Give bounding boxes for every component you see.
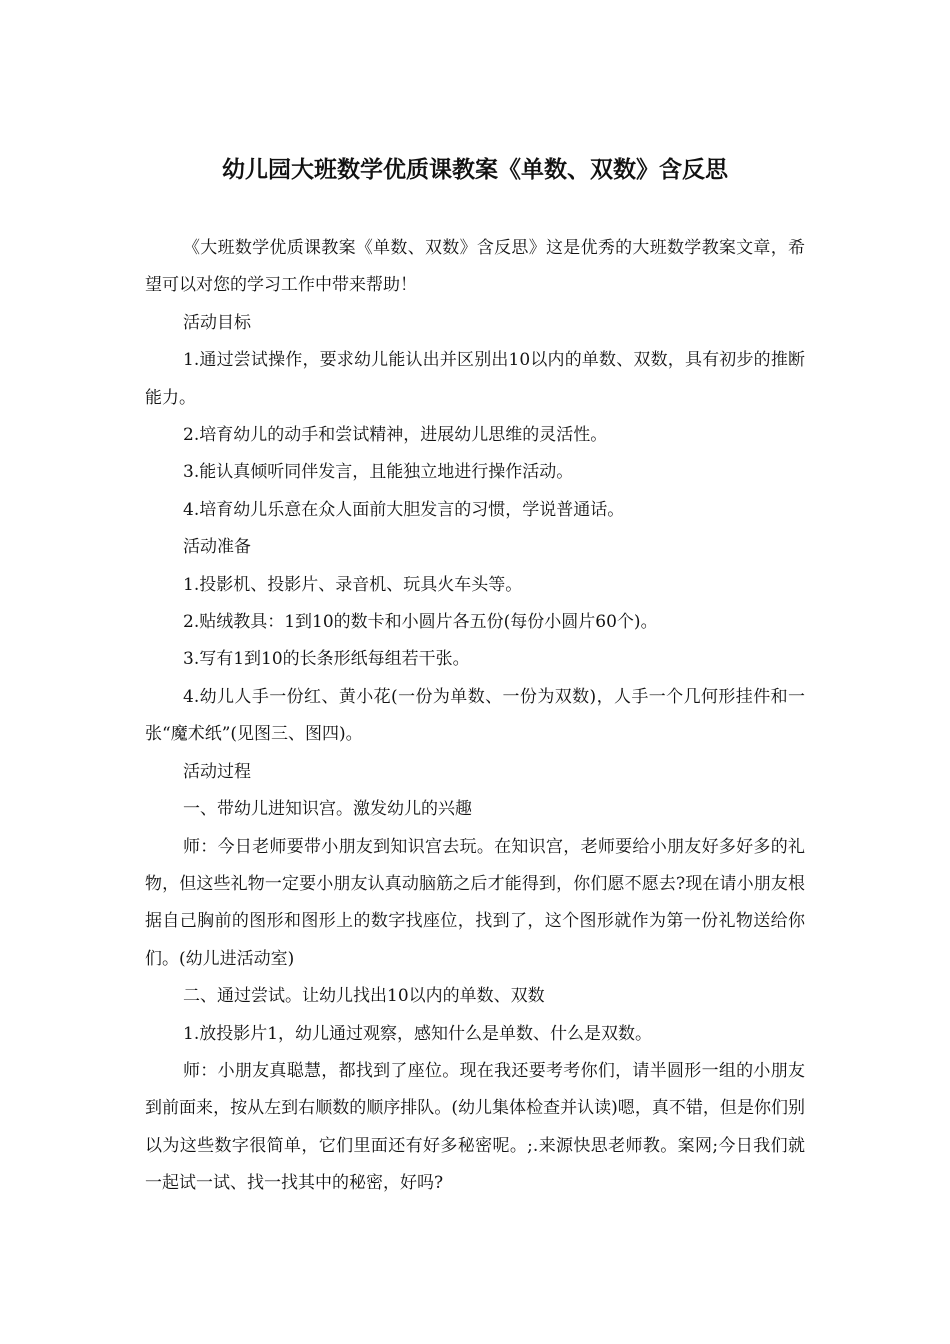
goal-item: 2.培育幼儿的动手和尝试精神，进展幼儿思维的灵活性。 bbox=[183, 425, 608, 446]
process-step-item: 1.放投影片1，幼儿通过观察，感知什么是单数、什么是双数。 bbox=[183, 1023, 653, 1044]
preparation-item: 3.写有1到10的长条形纸每组若干张。 bbox=[183, 649, 470, 670]
goal-item: 4.培育幼儿乐意在众人面前大胆发言的习惯，学说普通话。 bbox=[183, 499, 625, 520]
preparation-item: 2.贴绒教具：1到10的数卡和小圆片各五份(每份小圆片60个)。 bbox=[183, 612, 658, 633]
process-step-heading: 一、带幼儿进知识宫。激发幼儿的兴趣 bbox=[183, 799, 472, 820]
document-title: 幼儿园大班数学优质课教案《单数、双数》含反思 bbox=[222, 157, 728, 183]
document-body bbox=[145, 230, 805, 1203]
preparation-item: 1.投影机、投影片、录音机、玩具火车头等。 bbox=[183, 574, 523, 595]
section-heading-process: 活动过程 bbox=[183, 761, 251, 782]
goal-item: 1.通过尝试操作，要求幼儿能认出并区别出10以内的单数、双数，具有初步的推断能力。 bbox=[145, 350, 805, 408]
intro-paragraph: 《大班数学优质课教案《单数、双数》含反思》这是优秀的大班数学教案文章，希望可以对您的学习工作中带来帮助！ bbox=[145, 238, 805, 296]
section-heading-goals: 活动目标 bbox=[183, 312, 251, 333]
process-step-heading: 二、通过尝试。让幼儿找出10以内的单数、双数 bbox=[183, 986, 545, 1007]
goal-item: 3.能认真倾听同伴发言，且能独立地进行操作活动。 bbox=[183, 462, 574, 483]
preparation-item: 4.幼儿人手一份红、黄小花(一份为单数、一份为双数)，人手一个几何形挂件和一张“魔术纸”(见图三、图四)。 bbox=[145, 686, 805, 745]
teacher-dialogue: 师：小朋友真聪慧，都找到了座位。现在我还要考考你们，请半圆形一组的小朋友到前面来，按从左到右顺数的顺序排队。(幼儿集体检查并认读)嗯，真不错，但是你们别以为这些数字很简单，它们里面还有好多秘密呢。;.来源快思老师教。案网;今日我们就一起试一试、找一找其中的秘密，好吗? bbox=[145, 1060, 805, 1194]
teacher-dialogue: 师：今日老师要带小朋友到知识宫去玩。在知识宫，老师要给小朋友好多好多的礼物，但这些礼物一定要小朋友认真动脑筋之后才能得到，你们愿不愿去?现在请小朋友根据自己胸前的图形和图形上的数字找座位，找到了，这个图形就作为第一份礼物送给你们。(幼儿进活动室) bbox=[145, 836, 805, 969]
section-heading-preparation: 活动准备 bbox=[183, 537, 251, 558]
